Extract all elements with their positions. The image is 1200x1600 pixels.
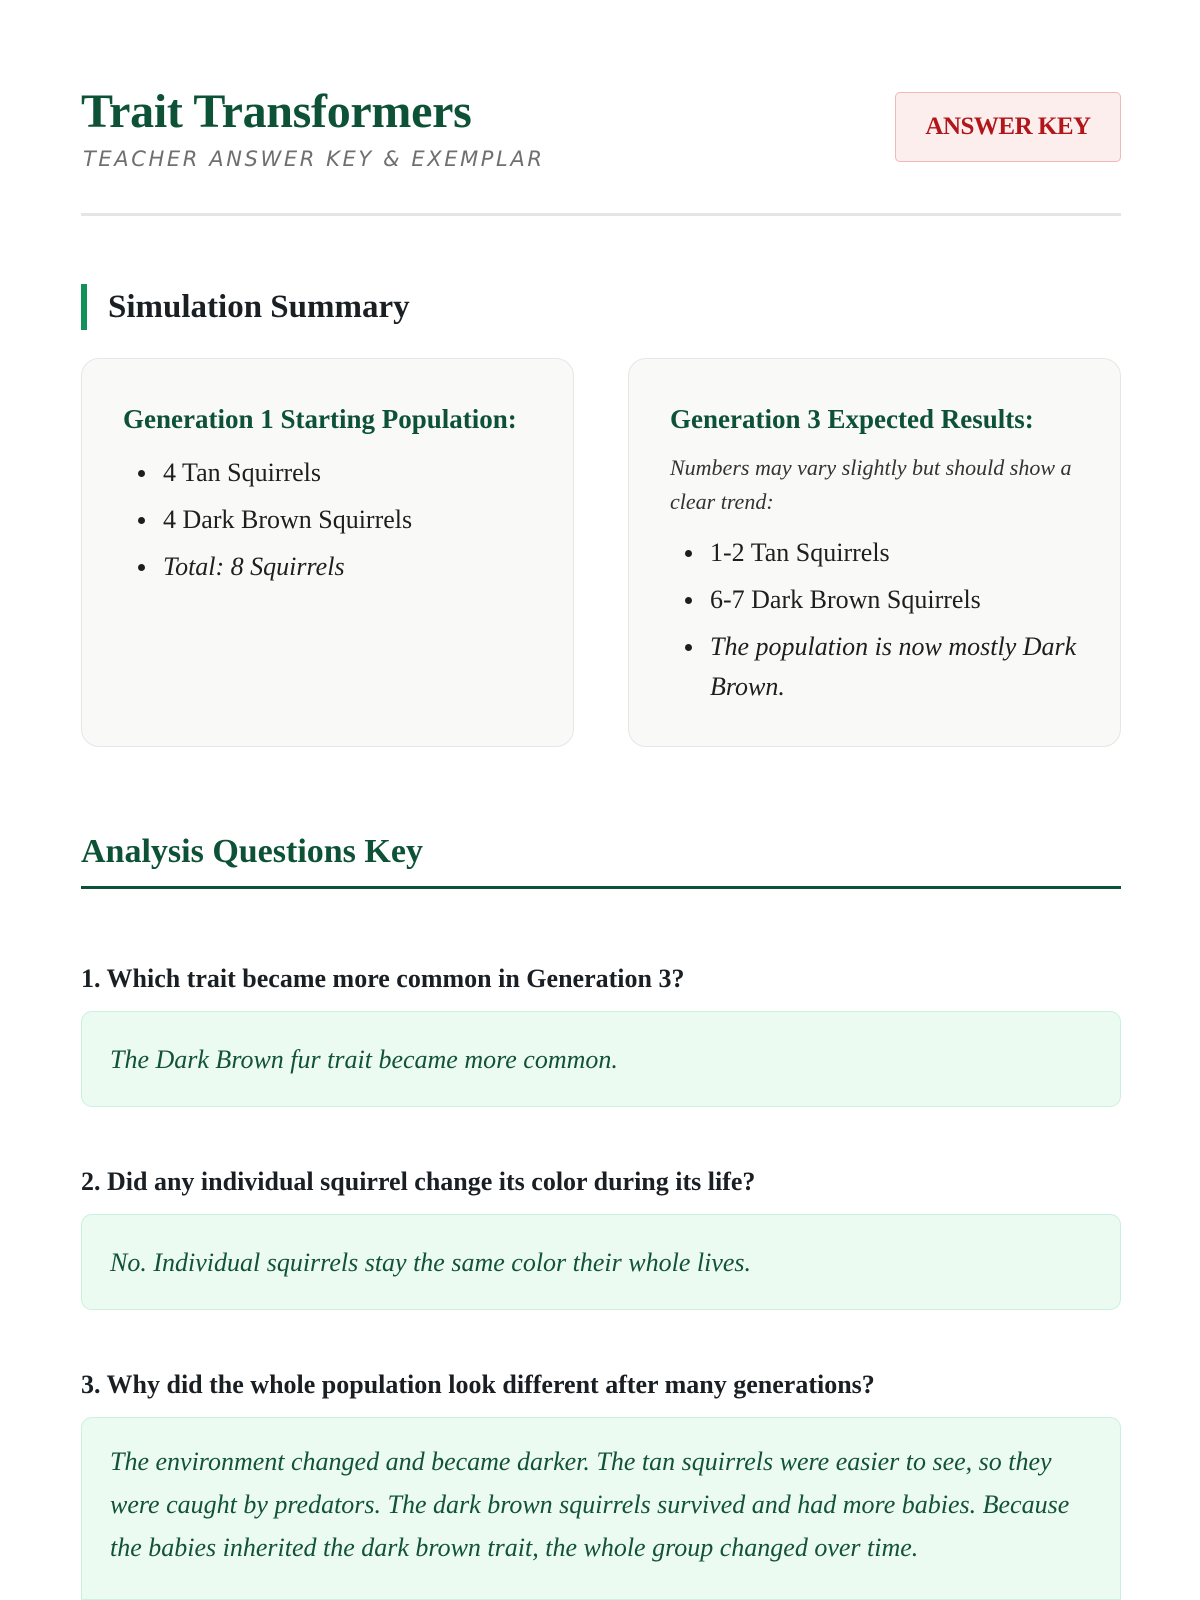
list-item: The population is now mostly Dark Brown. [710, 627, 1080, 707]
simulation-summary-heading [81, 284, 410, 330]
simulation-summary-title: Simulation Summary [108, 289, 410, 325]
question-1: 1. Which trait became more common in Generation 3? [81, 964, 685, 993]
generation-3-note: Numbers may vary slightly but should show a clear trend: [670, 455, 1072, 514]
generation-3-list [670, 533, 1080, 707]
answer-key-badge: ANSWER KEY [895, 92, 1121, 162]
analysis-title: Analysis Questions Key [81, 833, 423, 870]
list-item: 1-2 Tan Squirrels [710, 533, 1080, 573]
answer-2: No. Individual squirrels stay the same color their whole lives. [81, 1214, 1121, 1310]
section-accent-bar [81, 284, 87, 330]
page-header [81, 0, 1121, 216]
page-subtitle: TEACHER ANSWER KEY & EXEMPLAR [83, 147, 545, 171]
list-item: 6-7 Dark Brown Squirrels [710, 580, 1080, 620]
generation-3-card [628, 358, 1121, 747]
list-item: 4 Dark Brown Squirrels [163, 500, 533, 540]
generation-3-title: Generation 3 Expected Results: [670, 404, 1034, 434]
generation-1-title: Generation 1 Starting Population: [123, 404, 517, 434]
answer-1: The Dark Brown fur trait became more common. [81, 1011, 1121, 1107]
question-3: 3. Why did the whole population look different after many generations? [81, 1370, 875, 1399]
answer-3: The environment changed and became darker. The tan squirrels were easier to see, so they were caught by predators. The dark brown squirrels survived and had more babies. Because the babies inherited the dark brown trait, the whole group changed over time. [81, 1417, 1121, 1600]
analysis-heading [81, 829, 1121, 889]
list-item: 4 Tan Squirrels [163, 453, 533, 493]
page-title: Trait Transformers [81, 85, 472, 138]
list-item: Total: 8 Squirrels [163, 547, 533, 587]
generation-1-list [123, 453, 533, 587]
question-2: 2. Did any individual squirrel change its color during its life? [81, 1167, 756, 1196]
generation-1-card [81, 358, 574, 747]
